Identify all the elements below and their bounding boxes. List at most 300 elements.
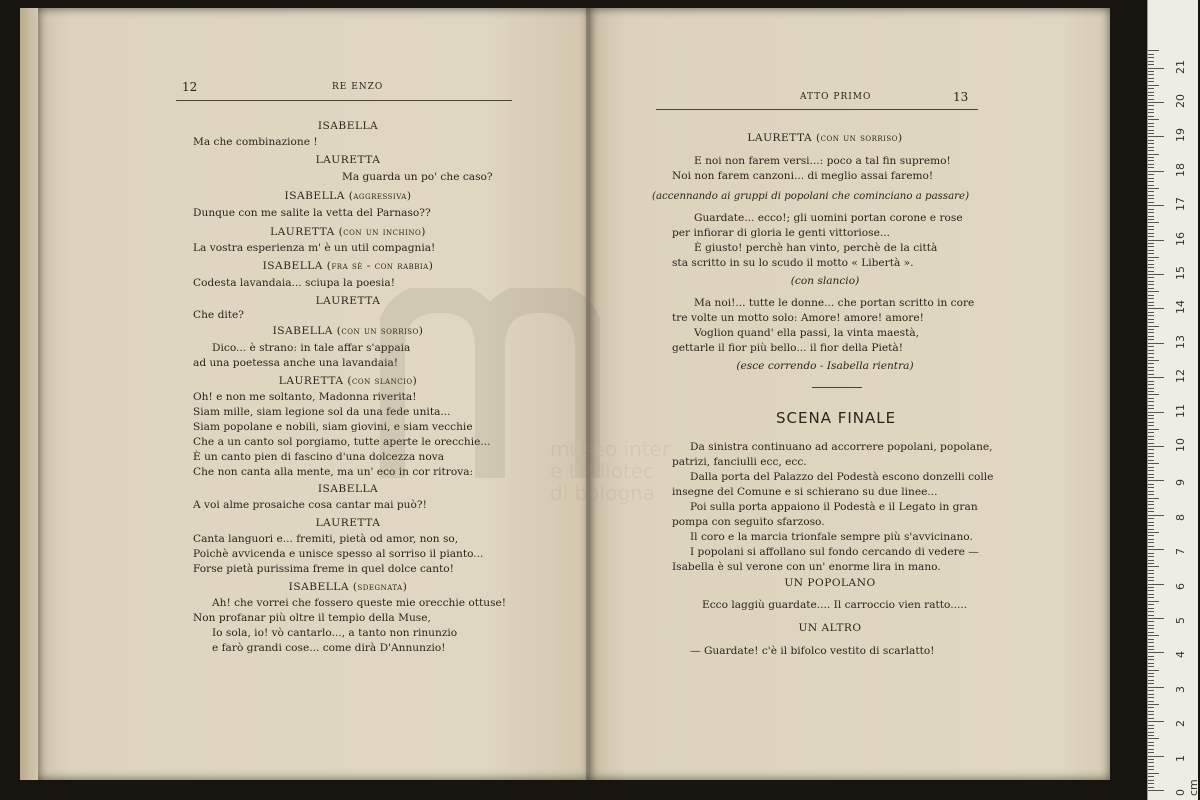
ruler-tick xyxy=(1148,81,1154,82)
ruler-tick xyxy=(1148,453,1154,454)
ruler-tick xyxy=(1148,291,1159,292)
book-page-edges xyxy=(20,8,40,780)
text-line: Siam mille, siam legione sol da una fede unita... xyxy=(193,406,451,418)
ruler-tick xyxy=(1148,487,1154,488)
ruler-tick xyxy=(1148,112,1154,113)
ruler-tick xyxy=(1148,388,1154,389)
ruler-tick xyxy=(1148,632,1154,633)
ruler-tick xyxy=(1148,308,1164,309)
ruler-tick xyxy=(1148,219,1154,220)
ruler-tick xyxy=(1148,625,1154,626)
ruler-tick xyxy=(1148,370,1154,371)
ruler-number: 1 xyxy=(1174,754,1187,762)
ruler-tick xyxy=(1148,243,1154,244)
ruler-tick xyxy=(1148,759,1154,760)
ruler-tick xyxy=(1148,456,1154,457)
ruler-tick xyxy=(1148,539,1154,540)
ruler-tick xyxy=(1148,549,1164,550)
ruler-tick xyxy=(1148,136,1164,137)
ruler-tick xyxy=(1148,88,1154,89)
ruler-tick xyxy=(1148,790,1164,791)
ruler-tick xyxy=(1148,711,1154,712)
ruler-tick xyxy=(1148,449,1154,450)
ruler-tick xyxy=(1148,646,1154,647)
ruler-number: 16 xyxy=(1174,231,1187,246)
text-line: Io sola, io! vò cantarlo..., a tanto non rinunzio xyxy=(212,627,458,639)
ruler-number: 13 xyxy=(1174,334,1187,349)
ruler-tick xyxy=(1148,687,1164,688)
ruler-tick xyxy=(1148,57,1154,58)
stage-line: Isabella è sul verone con un' enorme lira in mano. xyxy=(672,561,941,573)
ruler-tick xyxy=(1148,74,1154,75)
ruler-tick xyxy=(1148,659,1154,660)
ruler-tick xyxy=(1148,360,1159,361)
right-running-head: ATTO PRIMO xyxy=(800,92,872,102)
ruler-tick xyxy=(1148,749,1154,750)
ruler-tick xyxy=(1148,216,1154,217)
ruler-tick xyxy=(1148,288,1154,289)
text-line: Che dite? xyxy=(193,309,244,321)
ruler-tick xyxy=(1148,484,1154,485)
ruler-tick xyxy=(1148,188,1159,189)
left-page xyxy=(38,8,590,780)
ruler-tick xyxy=(1148,284,1154,285)
ruler-tick xyxy=(1148,701,1154,702)
text-line: per infiorar di gloria le genti vittoriose... xyxy=(672,227,890,239)
ruler-tick xyxy=(1148,601,1159,602)
ruler-tick xyxy=(1148,618,1164,619)
ruler-tick xyxy=(1148,738,1159,739)
speaker-label: ISABELLA xyxy=(317,120,379,132)
ruler-tick xyxy=(1148,143,1154,144)
ruler-number: 19 xyxy=(1174,128,1187,143)
ruler-tick xyxy=(1148,85,1159,86)
ruler-tick xyxy=(1148,570,1154,571)
ruler-number: 18 xyxy=(1174,162,1187,177)
ruler-number: 14 xyxy=(1174,300,1187,315)
ruler-tick xyxy=(1148,339,1154,340)
ruler-tick xyxy=(1148,546,1154,547)
ruler-tick xyxy=(1148,635,1159,636)
ruler-tick xyxy=(1148,68,1164,69)
ruler-tick xyxy=(1148,405,1154,406)
ruler-number: 9 xyxy=(1174,479,1187,487)
ruler-tick xyxy=(1148,597,1154,598)
ruler-tick xyxy=(1148,329,1154,330)
ruler-tick xyxy=(1148,425,1154,426)
ruler-tick xyxy=(1148,277,1154,278)
ruler-tick xyxy=(1148,64,1154,65)
ruler-tick xyxy=(1148,384,1154,385)
ruler-tick xyxy=(1148,783,1154,784)
ruler-tick xyxy=(1148,133,1154,134)
text-line: La vostra esperienza m' è un util compagnia! xyxy=(193,242,436,254)
ruler-tick xyxy=(1148,105,1154,106)
ruler-tick xyxy=(1148,745,1154,746)
ruler-tick xyxy=(1148,322,1154,323)
text-line: Siam popolane e nobili, siam giovini, e siam vecchie xyxy=(193,421,473,433)
ruler-tick xyxy=(1148,394,1159,395)
speaker-label: ISABELLA (sdegnata) xyxy=(288,581,408,593)
ruler-tick xyxy=(1148,615,1154,616)
ruler-tick xyxy=(1148,281,1154,282)
speaker-label: LAURETTA (con un sorriso) xyxy=(747,132,903,144)
ruler-tick xyxy=(1148,401,1154,402)
ruler-tick xyxy=(1148,61,1154,62)
ruler-tick xyxy=(1148,491,1154,492)
text-line: Ah! che vorrei che fossero queste mie orecchie ottuse! xyxy=(212,597,507,609)
ruler-tick xyxy=(1148,140,1154,141)
ruler-tick xyxy=(1148,302,1154,303)
ruler-tick xyxy=(1148,412,1164,413)
ruler-tick xyxy=(1148,721,1164,722)
ruler-tick xyxy=(1148,477,1154,478)
ruler-tick xyxy=(1148,195,1154,196)
ruler-tick xyxy=(1148,154,1159,155)
ruler-tick xyxy=(1148,742,1154,743)
ruler-tick xyxy=(1148,119,1159,120)
ruler-number: 5 xyxy=(1174,617,1187,624)
ruler-tick xyxy=(1148,498,1159,499)
ruler-tick xyxy=(1148,92,1154,93)
ruler-tick xyxy=(1148,697,1154,698)
ruler-number: 15 xyxy=(1174,266,1187,280)
ruler-tick xyxy=(1148,415,1154,416)
ruler-tick xyxy=(1148,229,1154,230)
stage-direction: (con slancio) xyxy=(790,275,860,287)
ruler-tick xyxy=(1148,766,1154,767)
ruler-number: 7 xyxy=(1174,548,1187,556)
text-line: Ma noi!... tutte le donne... che portan scritto in core xyxy=(694,297,975,309)
ruler-tick xyxy=(1148,236,1154,237)
ruler-number: 11 xyxy=(1174,403,1187,418)
speaker-label: ISABELLA (aggressiva) xyxy=(284,190,412,202)
ruler-tick xyxy=(1148,178,1154,179)
ruler-tick xyxy=(1148,707,1154,708)
ruler-tick xyxy=(1148,628,1154,629)
ruler-tick xyxy=(1148,443,1154,444)
ruler-tick xyxy=(1148,274,1164,275)
speaker-label: ISABELLA (fra sè - con rabbia) xyxy=(262,260,434,272)
ruler-tick xyxy=(1148,460,1154,461)
ruler-tick xyxy=(1148,676,1154,677)
speaker-label: LAURETTA (con un inchino) xyxy=(270,226,426,238)
ruler-tick xyxy=(1148,494,1154,495)
ruler-tick xyxy=(1148,381,1154,382)
ruler-tick xyxy=(1148,573,1154,574)
ruler-tick xyxy=(1148,246,1154,247)
ruler-tick xyxy=(1148,690,1154,691)
ruler-tick xyxy=(1148,50,1159,51)
ruler-tick xyxy=(1148,260,1154,261)
scene-title: SCENA FINALE xyxy=(776,409,897,427)
text-line: Oh! e non me soltanto, Madonna riverita! xyxy=(193,391,417,403)
ruler-tick xyxy=(1148,683,1154,684)
ruler-tick xyxy=(1148,608,1154,609)
ruler-tick xyxy=(1148,680,1154,681)
speaker-label: LAURETTA xyxy=(315,154,381,166)
ruler-tick xyxy=(1148,467,1154,468)
text-line: Noi non farem canzoni... di meglio assai faremo! xyxy=(672,170,934,182)
text-line: Guardate... ecco!; gli uomini portan corone e rose xyxy=(694,212,963,224)
ruler-tick xyxy=(1148,639,1154,640)
text-line: Voglion quand' ella passi, la vinta maestà, xyxy=(694,327,920,339)
ruler-number: 3 xyxy=(1174,685,1187,693)
stage-line: patrizi, fanciulli ecc, ecc. xyxy=(672,456,807,468)
ruler-tick xyxy=(1148,504,1154,505)
ruler-tick xyxy=(1148,470,1154,471)
stage-line: pompa con seguito sfarzoso. xyxy=(672,516,825,528)
ruler-tick xyxy=(1148,198,1154,199)
ruler-tick xyxy=(1148,167,1154,168)
left-header-rule xyxy=(176,100,512,101)
ruler-tick xyxy=(1148,102,1164,103)
ruler-tick xyxy=(1148,422,1154,423)
ruler-tick xyxy=(1148,621,1154,622)
ruler-tick xyxy=(1148,511,1154,512)
ruler-tick xyxy=(1148,463,1159,464)
stage-line: Il coro e la marcia trionfale sempre più s'avvicinano. xyxy=(690,531,973,543)
ruler-number: 10 xyxy=(1174,438,1187,452)
speaker-label: UN POPOLANO xyxy=(784,577,876,589)
ruler-tick xyxy=(1148,209,1154,210)
ruler-tick xyxy=(1148,563,1154,564)
ruler-tick xyxy=(1148,474,1154,475)
ruler-tick xyxy=(1148,202,1154,203)
ruler-tick xyxy=(1148,776,1154,777)
ruler-tick xyxy=(1148,185,1154,186)
speaker-label: ISABELLA (con un sorriso) xyxy=(272,325,424,337)
text-line: Forse pietà purissima freme in quel dolce canto! xyxy=(193,563,454,575)
ruler-tick xyxy=(1148,553,1154,554)
ruler-tick xyxy=(1148,353,1154,354)
ruler-tick xyxy=(1148,560,1154,561)
ruler-tick xyxy=(1148,480,1164,481)
ruler-tick xyxy=(1148,267,1154,268)
ruler-tick xyxy=(1148,305,1154,306)
ruler-tick xyxy=(1148,670,1159,671)
ruler-tick xyxy=(1148,728,1154,729)
section-divider xyxy=(812,387,862,388)
stage-direction: (accennando ai gruppi di popolani che cominciano a passare) xyxy=(652,191,970,202)
ruler-tick xyxy=(1148,666,1154,667)
ruler-tick xyxy=(1148,542,1154,543)
ruler-tick xyxy=(1148,408,1154,409)
ruler-tick xyxy=(1148,377,1164,378)
speaker-label: LAURETTA (con slancio) xyxy=(278,375,418,387)
ruler-tick xyxy=(1148,718,1154,719)
ruler-tick xyxy=(1148,577,1154,578)
ruler-tick xyxy=(1148,532,1159,533)
ruler-tick xyxy=(1148,663,1154,664)
text-line: Codesta lavandaia... sciupa la poesia! xyxy=(193,277,395,289)
ruler-tick xyxy=(1148,181,1154,182)
ruler-tick xyxy=(1148,529,1154,530)
text-line: e farò grandi cose... come dirà D'Annunzio! xyxy=(212,642,446,654)
ruler-tick xyxy=(1148,157,1154,158)
ruler-tick xyxy=(1148,787,1154,788)
text-line: E noi non farem versi...: poco a tal fin supremo! xyxy=(694,155,951,167)
ruler-tick xyxy=(1148,611,1154,612)
ruler-tick xyxy=(1148,257,1159,258)
left-page-number: 12 xyxy=(182,80,198,94)
ruler-tick xyxy=(1148,398,1154,399)
ruler-tick xyxy=(1148,253,1154,254)
ruler-tick xyxy=(1148,343,1164,344)
ruler-tick xyxy=(1148,374,1154,375)
ruler-tick xyxy=(1148,439,1154,440)
ruler-tick xyxy=(1148,525,1154,526)
ruler-tick xyxy=(1148,150,1154,151)
ruler-tick xyxy=(1148,580,1154,581)
ruler-tick xyxy=(1148,535,1154,536)
ruler-tick xyxy=(1148,350,1154,351)
text-line: Che a un canto sol porgiamo, tutte aperte le orecchie... xyxy=(193,436,491,448)
ruler-tick xyxy=(1148,769,1154,770)
text-line: Che non canta alla mente, ma un' eco in cor ritrova: xyxy=(193,466,474,478)
speaker-label: UN ALTRO xyxy=(798,622,862,634)
ruler-tick xyxy=(1148,191,1154,192)
ruler-number: 12 xyxy=(1174,369,1187,384)
speaker-label: LAURETTA xyxy=(315,295,381,307)
ruler-tick xyxy=(1148,271,1154,272)
ruler-tick xyxy=(1148,222,1159,223)
ruler-tick xyxy=(1148,315,1154,316)
ruler-tick xyxy=(1148,336,1154,337)
stage-line: Poi sulla porta appaiono il Podestà e il Legato in gran xyxy=(690,501,978,513)
ruler-tick xyxy=(1148,694,1154,695)
text-line: — Guardate! c'è il bifolco vestito di scarlatto! xyxy=(690,645,935,657)
speaker-label: LAURETTA xyxy=(315,517,381,529)
ruler-tick xyxy=(1148,174,1154,175)
text-line: Dunque con me salite la vetta del Parnaso?? xyxy=(193,207,431,219)
ruler-tick xyxy=(1148,71,1154,72)
left-running-head: RE ENZO xyxy=(332,82,384,92)
text-line: Canta languori e... fremiti, pietà od amor, non so, xyxy=(193,533,459,545)
ruler-tick xyxy=(1148,54,1154,55)
ruler-number: 2 xyxy=(1174,720,1187,728)
text-line: tre volte un motto solo: Amore! amore! amore! xyxy=(672,312,924,324)
ruler-tick xyxy=(1148,164,1154,165)
ruler-tick xyxy=(1148,501,1154,502)
ruler-tick xyxy=(1148,732,1154,733)
text-line: A voi alme prosaiche cosa cantar mai può?! xyxy=(193,499,427,511)
ruler-tick xyxy=(1148,594,1154,595)
ruler-tick xyxy=(1148,673,1154,674)
ruler-tick xyxy=(1148,762,1154,763)
ruler-tick xyxy=(1148,649,1154,650)
ruler-tick xyxy=(1148,590,1154,591)
ruler-number: 4 xyxy=(1174,651,1187,659)
right-page xyxy=(590,8,1110,780)
text-line: Ecco laggiù guardate.... Il carroccio vien ratto..... xyxy=(702,599,968,611)
ruler-tick xyxy=(1148,446,1164,447)
ruler-tick xyxy=(1148,367,1154,368)
ruler-tick xyxy=(1148,116,1154,117)
ruler-number: 8 xyxy=(1174,513,1187,521)
ruler-tick xyxy=(1148,604,1154,605)
ruler-tick xyxy=(1148,391,1154,392)
ruler-tick xyxy=(1148,436,1154,437)
ruler-tick xyxy=(1148,584,1164,585)
ruler-tick xyxy=(1148,160,1154,161)
ruler-tick xyxy=(1148,656,1154,657)
text-line: Poichè avvicenda e unisce spesso al sorriso il pianto... xyxy=(193,548,484,560)
open-book xyxy=(20,8,1110,780)
ruler-tick xyxy=(1148,109,1154,110)
ruler-number: 6 xyxy=(1174,582,1187,590)
stage-line: Dalla porta del Palazzo del Podestà escono donzelli colle xyxy=(690,471,994,483)
stage-line: Da sinistra continuano ad accorrere popolani, popolane, xyxy=(690,441,993,453)
ruler-tick xyxy=(1148,556,1154,557)
text-line: È un canto pien di fascino d'una dolcezza nova xyxy=(193,451,445,463)
stage-direction: (esce correndo - Isabella rientra) xyxy=(736,360,914,372)
ruler-tick xyxy=(1148,147,1154,148)
ruler-tick xyxy=(1148,95,1154,96)
ruler-tick xyxy=(1148,756,1164,757)
ruler-tick xyxy=(1148,714,1154,715)
ruler-tick xyxy=(1148,725,1154,726)
ruler-tick xyxy=(1148,518,1154,519)
text-line: ad una poetessa anche una lavandaia! xyxy=(193,357,399,369)
right-page-number: 13 xyxy=(953,90,969,104)
ruler-tick xyxy=(1148,295,1154,296)
ruler-tick xyxy=(1148,332,1154,333)
right-header-rule xyxy=(656,109,978,110)
text-line: Dico... è strano: in tale affar s'appaia xyxy=(212,342,411,354)
text-line: Ma che combinazione ! xyxy=(193,136,318,148)
text-line: È giusto! perchè han vinto, perchè de la città xyxy=(694,242,938,254)
ruler-tick xyxy=(1148,429,1159,430)
ruler-tick xyxy=(1148,652,1164,653)
ruler-tick xyxy=(1148,171,1164,172)
ruler-tick xyxy=(1148,508,1154,509)
ruler-tick xyxy=(1148,780,1154,781)
ruler-tick xyxy=(1148,233,1154,234)
ruler-tick xyxy=(1148,264,1154,265)
ruler-tick xyxy=(1148,319,1154,320)
ruler-number: 17 xyxy=(1174,197,1187,212)
ruler-tick xyxy=(1148,752,1154,753)
ruler-tick xyxy=(1148,432,1154,433)
text-line: Ma guarda un po' che caso? xyxy=(342,171,493,183)
ruler-tick xyxy=(1148,418,1154,419)
ruler-tick xyxy=(1148,357,1154,358)
ruler-tick xyxy=(1148,240,1164,241)
ruler-tick xyxy=(1148,346,1154,347)
stage-line: I popolani si affollano sul fondo cercando di vedere — xyxy=(690,546,979,558)
ruler-tick xyxy=(1148,205,1164,206)
ruler-tick xyxy=(1148,642,1154,643)
ruler-tick xyxy=(1148,250,1154,251)
text-line: gettarle il fior più bello... il fior della Pietà! xyxy=(672,342,903,354)
ruler-tick xyxy=(1148,326,1159,327)
ruler-tick xyxy=(1148,704,1159,705)
ruler-tick xyxy=(1148,298,1154,299)
stage-line: insegne del Comune e si schierano su due linee... xyxy=(672,486,938,498)
speaker-label: ISABELLA xyxy=(317,483,379,495)
ruler-tick xyxy=(1148,735,1154,736)
ruler-tick xyxy=(1148,312,1154,313)
ruler-tick xyxy=(1148,363,1154,364)
ruler-tick xyxy=(1148,130,1154,131)
measurement-ruler xyxy=(1147,0,1198,800)
ruler-tick xyxy=(1148,123,1154,124)
text-line: Non profanar più oltre il tempio della Muse, xyxy=(193,612,431,624)
text-line: sta scritto in su lo scudo il motto « Libertà ». xyxy=(672,257,914,269)
ruler-tick xyxy=(1148,522,1154,523)
ruler-number: 20 xyxy=(1174,94,1187,108)
